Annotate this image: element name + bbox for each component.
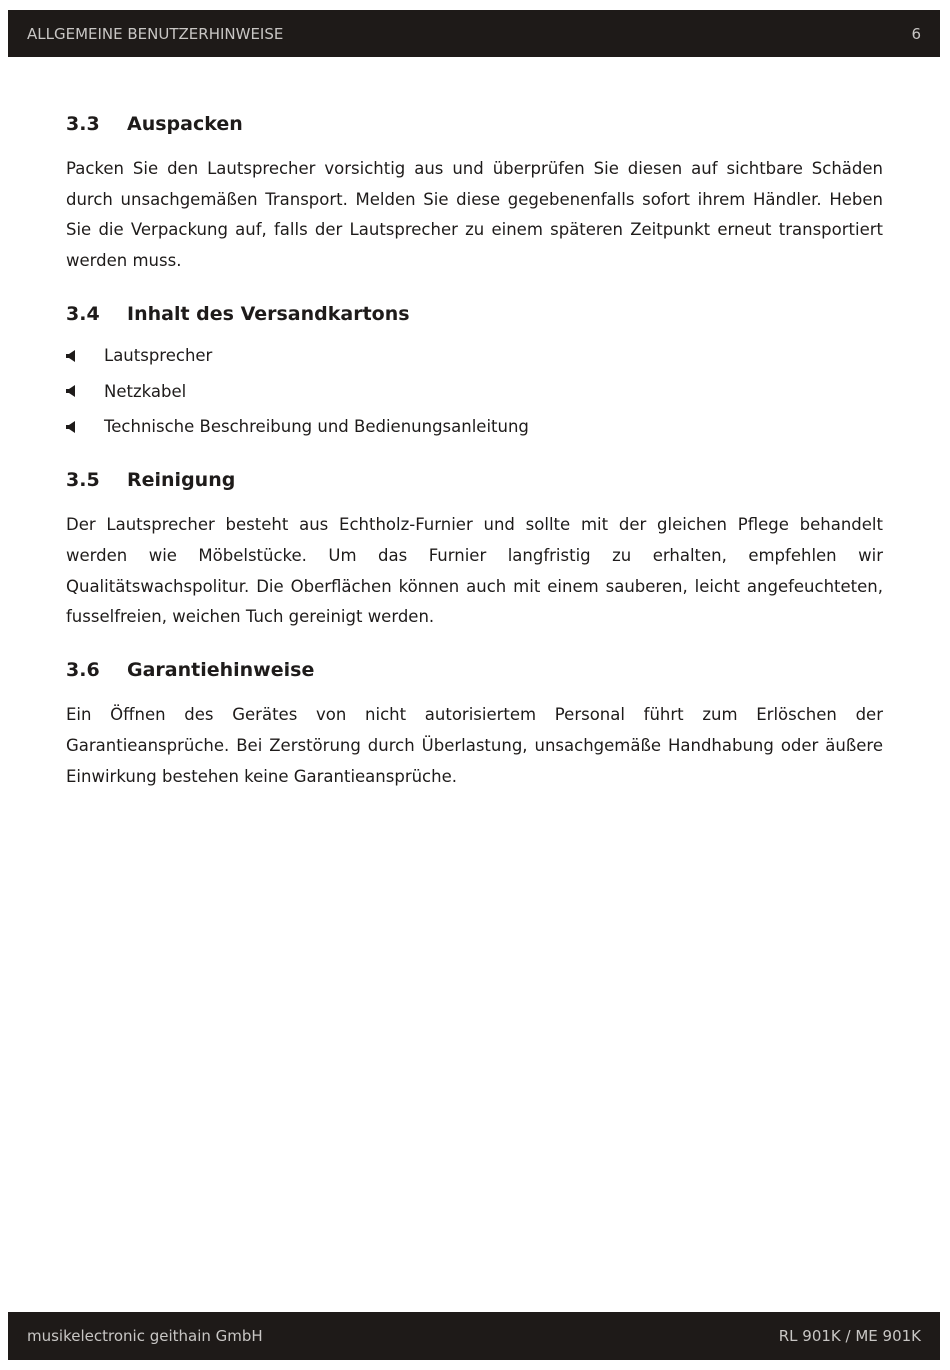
list-item-label: Technische Beschreibung und Bedienungsanleitung — [104, 417, 529, 437]
section-number: 3.5 — [66, 469, 100, 492]
section-paragraph: Der Lautsprecher besteht aus Echtholz-Furnier und sollte mit der gleichen Pflege behandelt werden wie Möbelstücke. Um das Furnier langfristig zu erhalten, empfehlen wir Qualitätswachspolitur. Die Oberflächen können auch mit einem sauberen, leicht angefeuchteten, fusselfreien, weichen Tuch gereinigt werden. — [66, 515, 883, 627]
section-heading — [66, 298, 883, 330]
page-footer — [8, 1312, 940, 1360]
section-heading — [66, 654, 883, 686]
header-title: ALLGEMEINE BENUTZERHINWEISE — [27, 24, 284, 43]
footer-company: musikelectronic geithain GmbH — [27, 1327, 263, 1345]
footer-model: RL 901K / ME 901K — [778, 1327, 921, 1345]
speaker-icon — [66, 350, 104, 362]
section-garantiehinweise — [66, 654, 883, 792]
section-title: Garantiehinweise — [127, 659, 315, 682]
speaker-icon — [66, 385, 104, 397]
list-item-label: Netzkabel — [104, 381, 187, 401]
section-heading — [66, 108, 883, 140]
list-item-label: Lautsprecher — [104, 346, 213, 366]
section-heading — [66, 464, 883, 496]
section-paragraph: Packen Sie den Lautsprecher vorsichtig aus und überprüfen Sie diesen auf sichtbare Schäden durch unsachgemäßen Transport. Melden Sie diese gegebenenfalls sofort ihrem Händler. Heben Sie die Verpackung auf, falls der Lautsprecher zu einem späteren Zeitpunkt erneut transportiert werden muss. — [66, 159, 883, 271]
section-title: Auspacken — [127, 113, 243, 135]
section-inhalt — [66, 298, 883, 465]
section-number: 3.3 — [66, 113, 100, 135]
section-title: Inhalt des Versandkartons — [127, 302, 410, 325]
list-item — [66, 338, 883, 374]
document-body — [66, 108, 883, 792]
section-reinigung — [66, 464, 883, 654]
section-number: 3.6 — [66, 659, 100, 682]
section-paragraph: Ein Öffnen des Gerätes von nicht autorisiertem Personal führt zum Erlöschen der Garantieansprüche. Bei Zerstörung durch Überlastung, unsachgemäße Handhabung oder äußere Einwirkung bestehen keine Garantieansprüche. — [66, 705, 883, 786]
page-number: 6 — [911, 24, 921, 43]
section-number: 3.4 — [66, 302, 100, 325]
list-item — [66, 373, 883, 409]
section-title: Reinigung — [127, 469, 236, 492]
contents-list — [66, 338, 883, 445]
page-header — [8, 10, 940, 57]
list-item — [66, 409, 883, 445]
speaker-icon — [66, 421, 104, 433]
section-auspacken — [66, 108, 883, 298]
